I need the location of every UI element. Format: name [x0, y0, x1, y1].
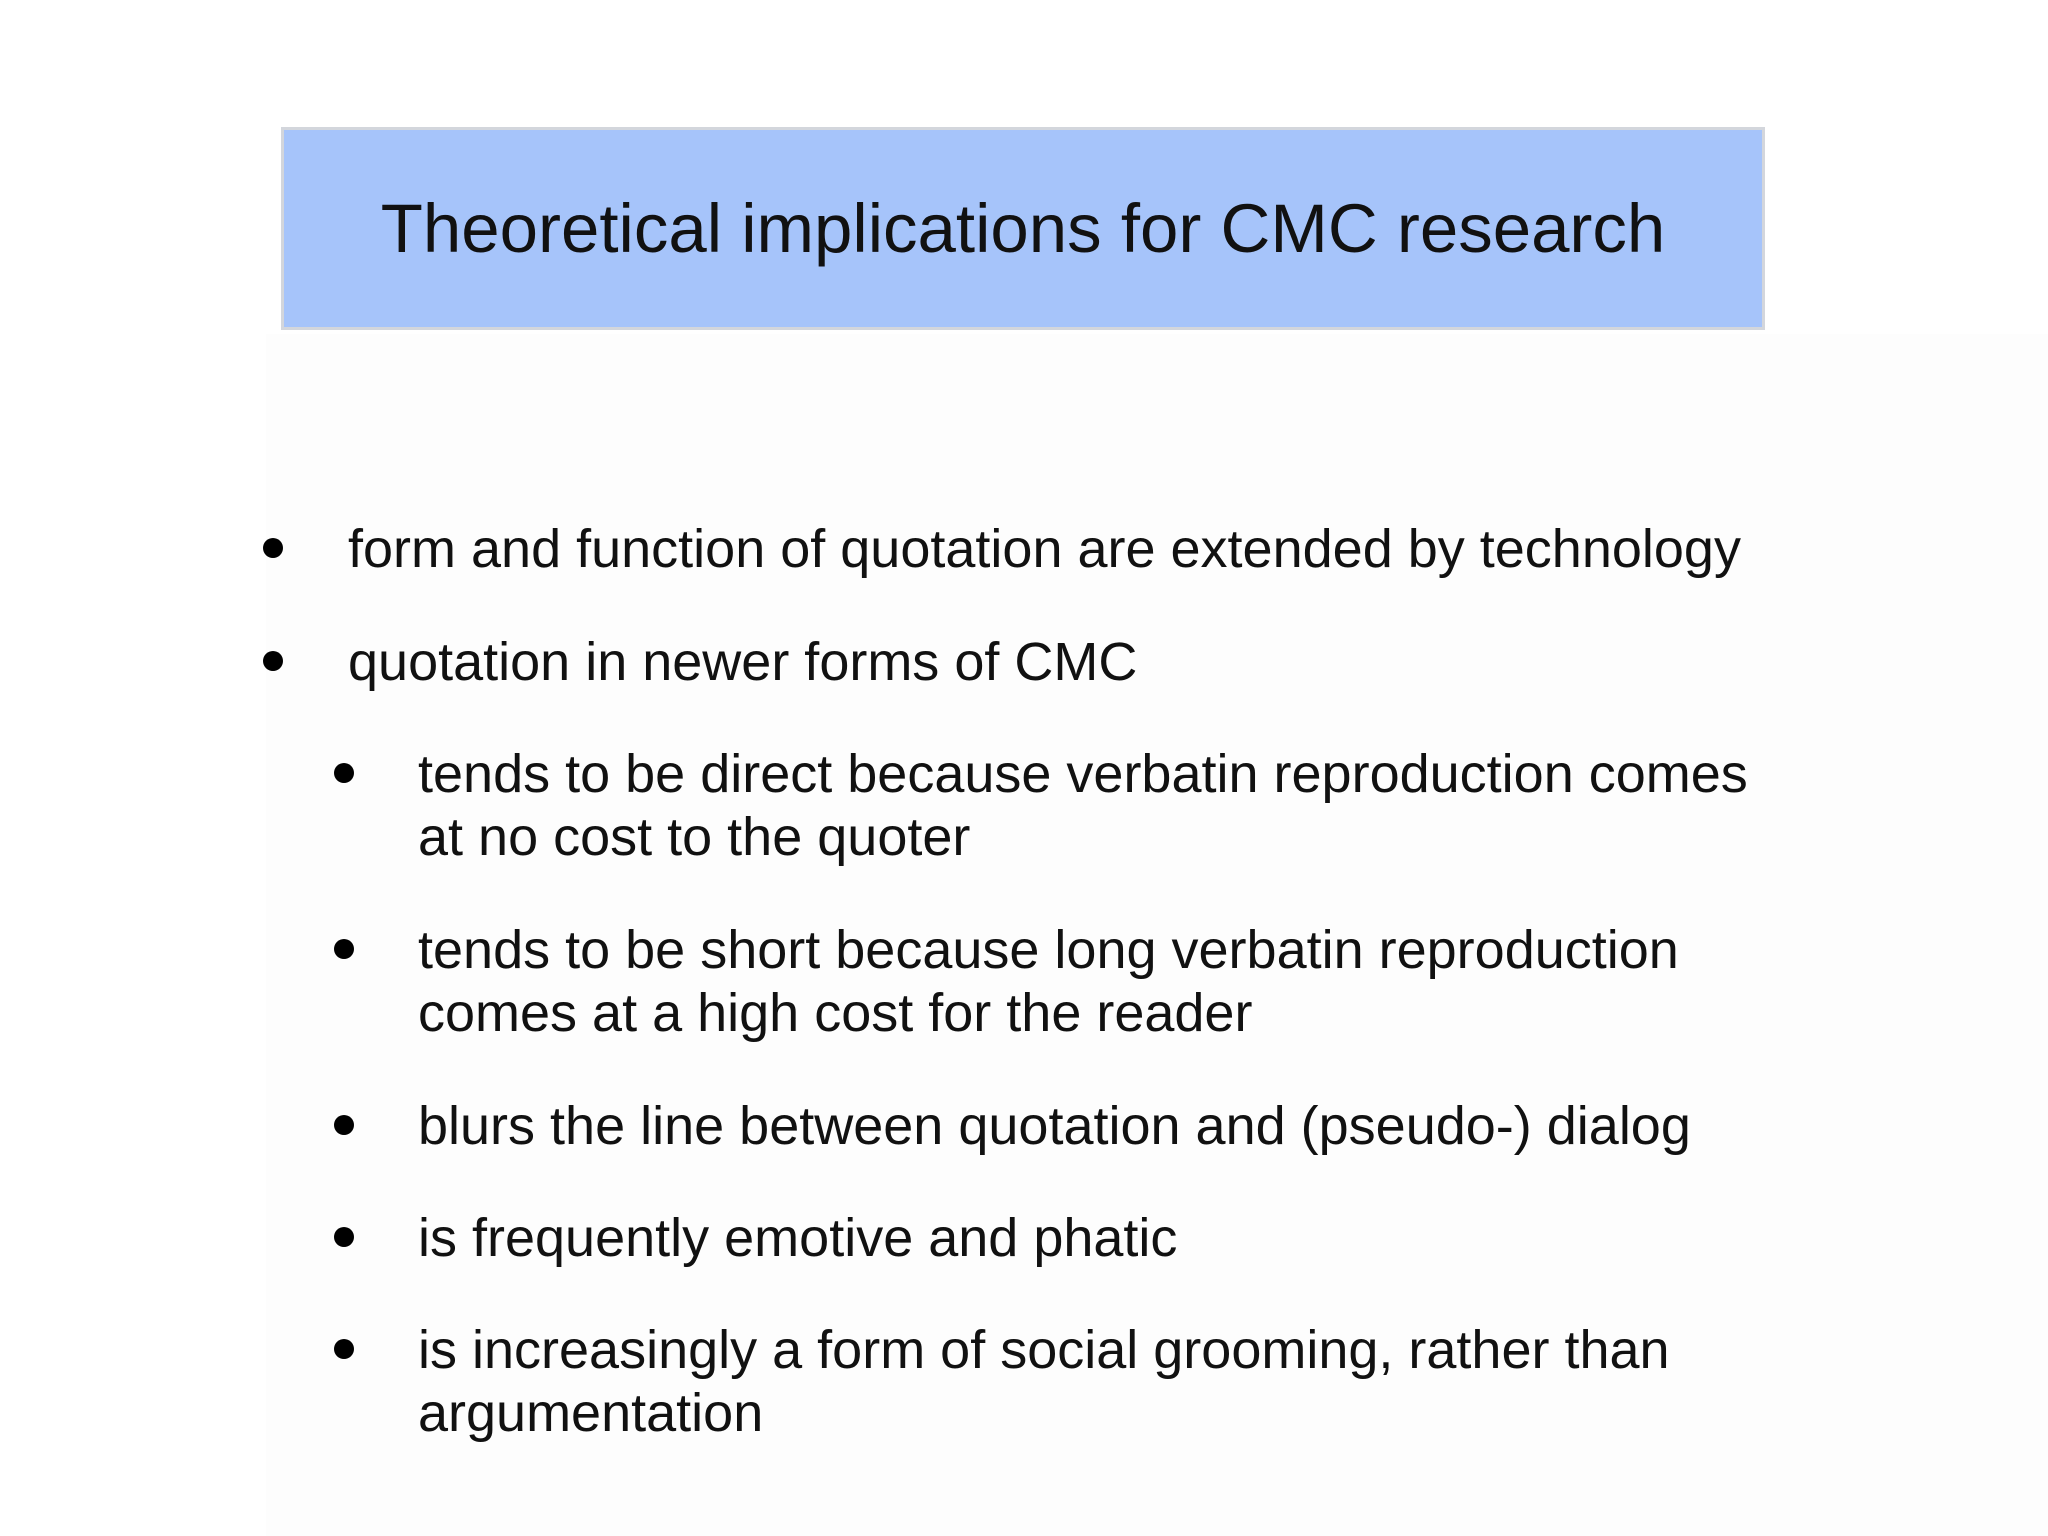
title-box — [281, 127, 1765, 330]
sub-bullet-text-line2: at no cost to the quoter — [418, 807, 971, 867]
sub-bullet-text-line1: is frequently emotive and phatic — [418, 1208, 1178, 1268]
bullet-text: form and function of quotation are extended by technology — [348, 519, 1741, 579]
bullet-dot-icon — [334, 763, 354, 783]
bullet-dot-icon — [334, 1227, 354, 1247]
sub-bullet-text-line1: blurs the line between quotation and (pseudo-) dialog — [418, 1096, 1691, 1156]
bullet-text: quotation in newer forms of CMC — [348, 632, 1138, 692]
sub-bullet-text-line1: tends to be short because long verbatin reproduction — [418, 920, 1679, 980]
sub-bullet-text-line2: argumentation — [418, 1383, 764, 1443]
bullet-dot-icon — [334, 1115, 354, 1135]
bullet-dot-icon — [263, 538, 283, 558]
sub-bullet-text-line2: comes at a high cost for the reader — [418, 983, 1253, 1043]
bullet-dot-icon — [334, 1339, 354, 1359]
slide-title: Theoretical implications for CMC research — [380, 190, 1666, 267]
bullet-dot-icon — [334, 939, 354, 959]
bullet-dot-icon — [263, 651, 283, 671]
sub-bullet-text-line1: tends to be direct because verbatin reproduction comes — [418, 744, 1748, 804]
sub-bullet-text-line1: is increasingly a form of social grooming, rather than — [418, 1320, 1670, 1380]
